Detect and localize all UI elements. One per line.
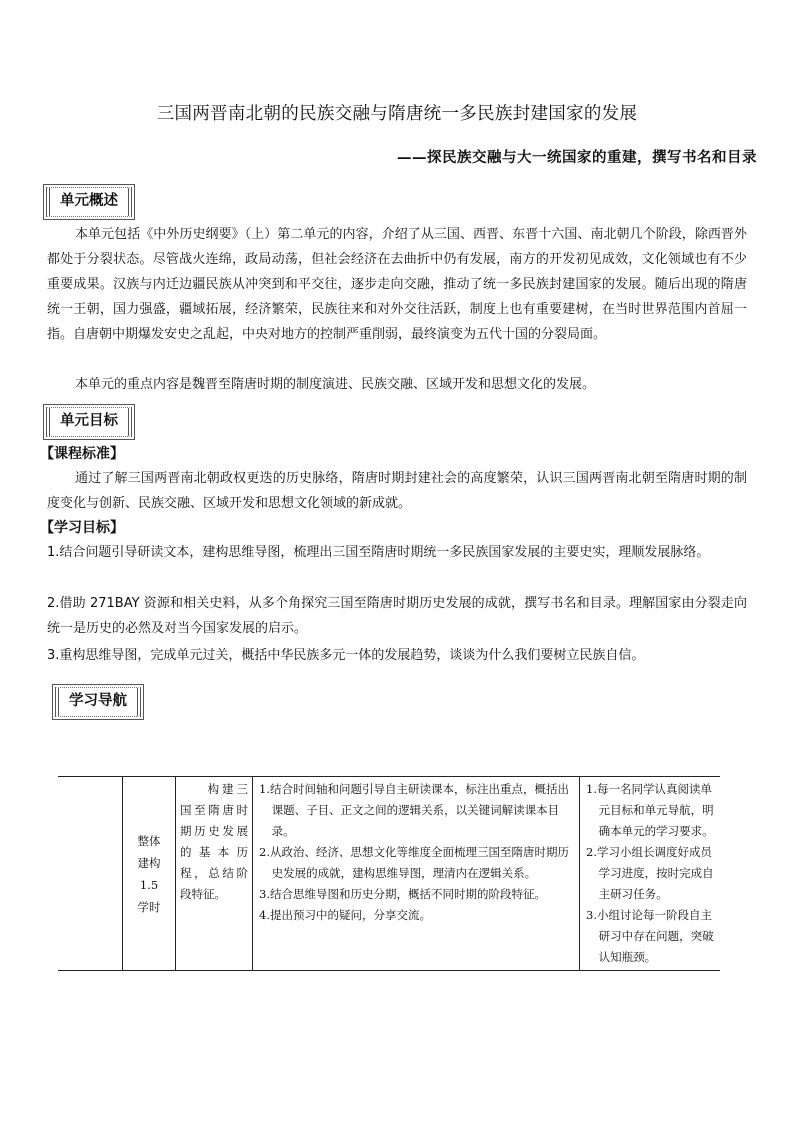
- learning-goal-item: 3.重构思维导图，完成单元过关，概括中华民族多元一体的发展趋势，谈谈为什么我们要树立民族自信。: [47, 648, 645, 663]
- section-header-goals: [43, 404, 135, 440]
- course-standard-heading: 【课程标准】: [40, 446, 124, 462]
- table-cell-goal: [176, 777, 253, 971]
- activity-item: 4.提出预习中的疑问，分享交流。: [259, 908, 431, 922]
- overview-focus-paragraph: 本单元的重点内容是魏晋至隋唐时期的制度演进、民族交融、区域开发和思想文化的发展。: [75, 377, 596, 392]
- activity-item: 2.从政治、经济、思想文化等维度全面梳理三国至隋唐时期历史发展的成就，建构思维导图，理清内在逻辑关系。: [259, 845, 569, 880]
- overview-paragraph: 本单元包括《中外历史纲要》（上）第二单元的内容，介绍了从三国、西晋、东晋十六国、南北朝几个阶段，除西晋外都处于分裂状态。尽管战火连绵，政局动荡，但社会经济在去曲折中仍有发展，南方的开发初见成效，文化领域也有不少重要成果。汉族与内迁边疆民族从冲突到和平交往，逐步走向交融，推动了统一多民族封建国家的发展。随后出现的隋唐统一王朝，国力强盛，疆域拓展，经济繁荣，民族往来和对外交往活跃，制度上也有重要建树，在当时世界范围内首屈一指。自唐朝中期爆发安史之乱起，中央对地方的控制严重削弱，最终演变为五代十国的分裂局面。: [47, 227, 747, 342]
- requirement-item: 3.小组讨论每一阶段自主研习中存在问题，突破认知瓶颈。: [586, 908, 714, 964]
- study-plan-table: [58, 776, 720, 971]
- learning-goals-heading: 【学习目标】: [40, 520, 124, 536]
- activity-item: 3.结合思维导图和历史分期，概括不同时期的阶段特征。: [259, 887, 546, 901]
- learning-goal-item: 2.借助 271BAY 资源和相关史料，从多个角探究三国至隋唐时期历史发展的成就，撰写书名和目录。理解国家由分裂走向统一是历史的必然及对当今国家发展的启示。: [47, 596, 747, 636]
- table-cell-student-activities: [580, 777, 721, 971]
- course-standard-text: 通过了解三国两晋南北朝政权更迭的历史脉络，隋唐时期封建社会的高度繁荣，认识三国两晋南北朝至隋唐时期的制度变化与创新、民族交融、区域开发和思想文化领域的新成就。: [47, 471, 747, 511]
- section-header-label: 单元概述: [46, 187, 132, 217]
- table-cell-empty: [58, 777, 123, 971]
- section-header-label: 学习导航: [55, 687, 141, 717]
- table-cell-stage: [123, 777, 176, 971]
- table-row: [58, 777, 720, 971]
- requirement-item: 2.学习小组长调度好成员学习进度，按时完成自主研习任务。: [586, 845, 714, 901]
- stage-label: 整体建构1.5学时: [137, 833, 161, 914]
- requirement-item: 1.每一名同学认真阅读单元目标和单元导航，明确本单元的学习要求。: [586, 782, 714, 838]
- activity-item: 1.结合时间轴和问题引导自主研读课本，标注出重点，概括出课题、子目、正文之间的逻辑关系，以关键词解读课本目录。: [259, 782, 569, 838]
- learning-goal-item: 1.结合问题引导研读文本，建构思维导图，梳理出三国至隋唐时期统一多民族国家发展的主要史实，理顺发展脉络。: [47, 545, 710, 560]
- section-header-overview: [43, 184, 135, 220]
- goal-text: 构建三国至隋唐时期历史发展的基本历程，总结阶段特征。: [180, 782, 248, 901]
- document-title: 三国两晋南北朝的民族交融与隋唐统一多民族封建国家的发展: [156, 104, 638, 124]
- section-header-label: 单元目标: [46, 407, 132, 437]
- section-header-nav: [52, 684, 144, 720]
- table-cell-teacher-activities: [253, 777, 580, 971]
- document-subtitle: ——探民族交融与大一统国家的重建，撰写书名和目录: [397, 149, 757, 166]
